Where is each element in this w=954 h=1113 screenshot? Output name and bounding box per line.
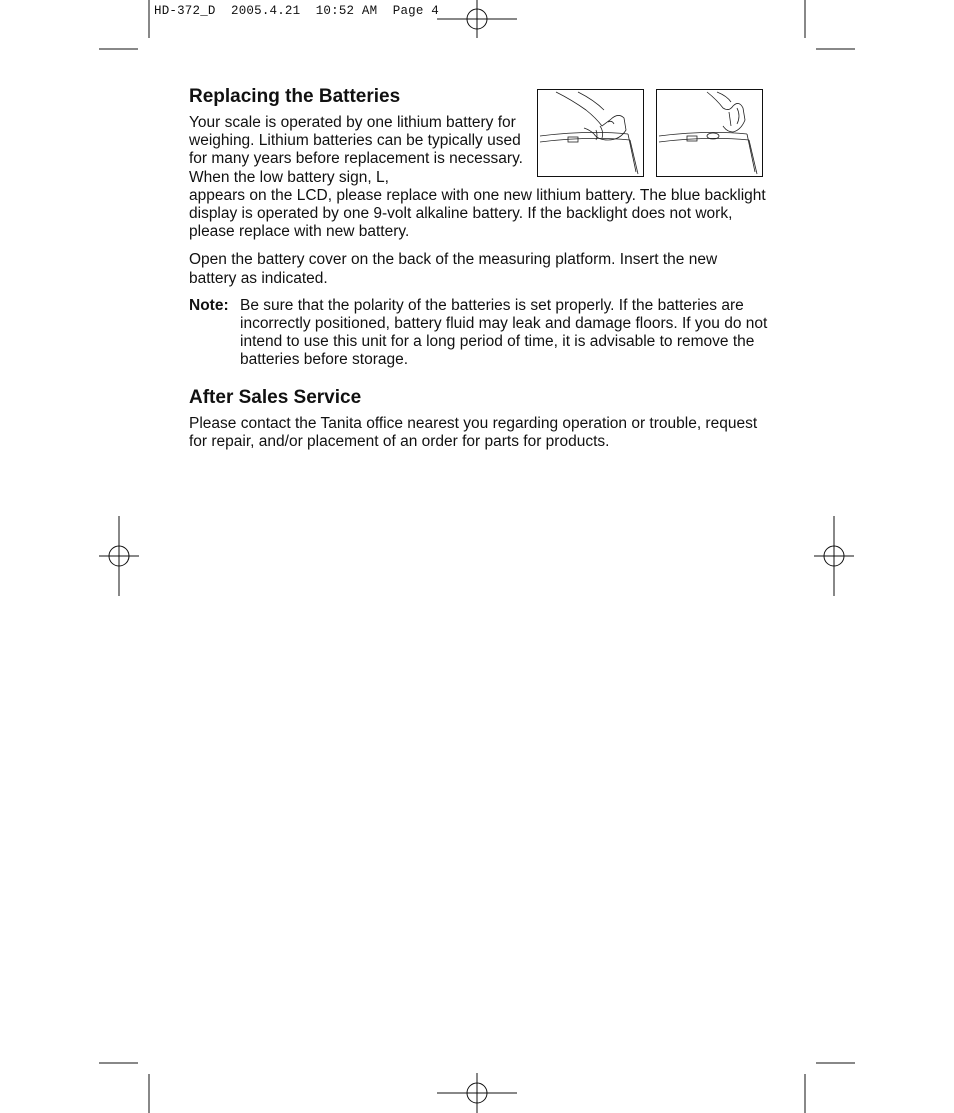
page-content bbox=[189, 86, 769, 451]
battery-cover-paragraph: Open the battery cover on the back of the measuring platform. Insert the new battery as indicated. bbox=[189, 251, 718, 287]
note-label: Note: bbox=[189, 296, 229, 314]
heading-after-sales-service: After Sales Service bbox=[189, 386, 362, 408]
after-sales-paragraph: Please contact the Tanita office nearest you regarding operation or trouble, request for repair, and/or placement of an order for parts for products. bbox=[189, 414, 758, 450]
note-block bbox=[189, 297, 769, 370]
note-text: Be sure that the polarity of the batteries is set properly. If the batteries are incorrectly positioned, battery fluid may leak and damage floors. If you do not intend to use this unit for a long period of time, it is advisable to remove the batteries before storage. bbox=[240, 296, 768, 369]
print-slug-line: HD-372_D 2005.4.21 10:52 AM Page 4 bbox=[154, 4, 439, 18]
heading-replacing-batteries: Replacing the Batteries bbox=[189, 86, 401, 107]
intro-paragraph-part2: appears on the LCD, please replace with one new lithium battery. The blue backlight display is operated by one 9-volt alkaline battery. If the backlight does not work, please replace with new battery. bbox=[189, 186, 766, 241]
intro-paragraph-part1: Your scale is operated by one lithium battery for weighing. Lithium batteries can be typically used for many years before replacement is necessary. When the low battery sign, L, bbox=[189, 114, 523, 186]
